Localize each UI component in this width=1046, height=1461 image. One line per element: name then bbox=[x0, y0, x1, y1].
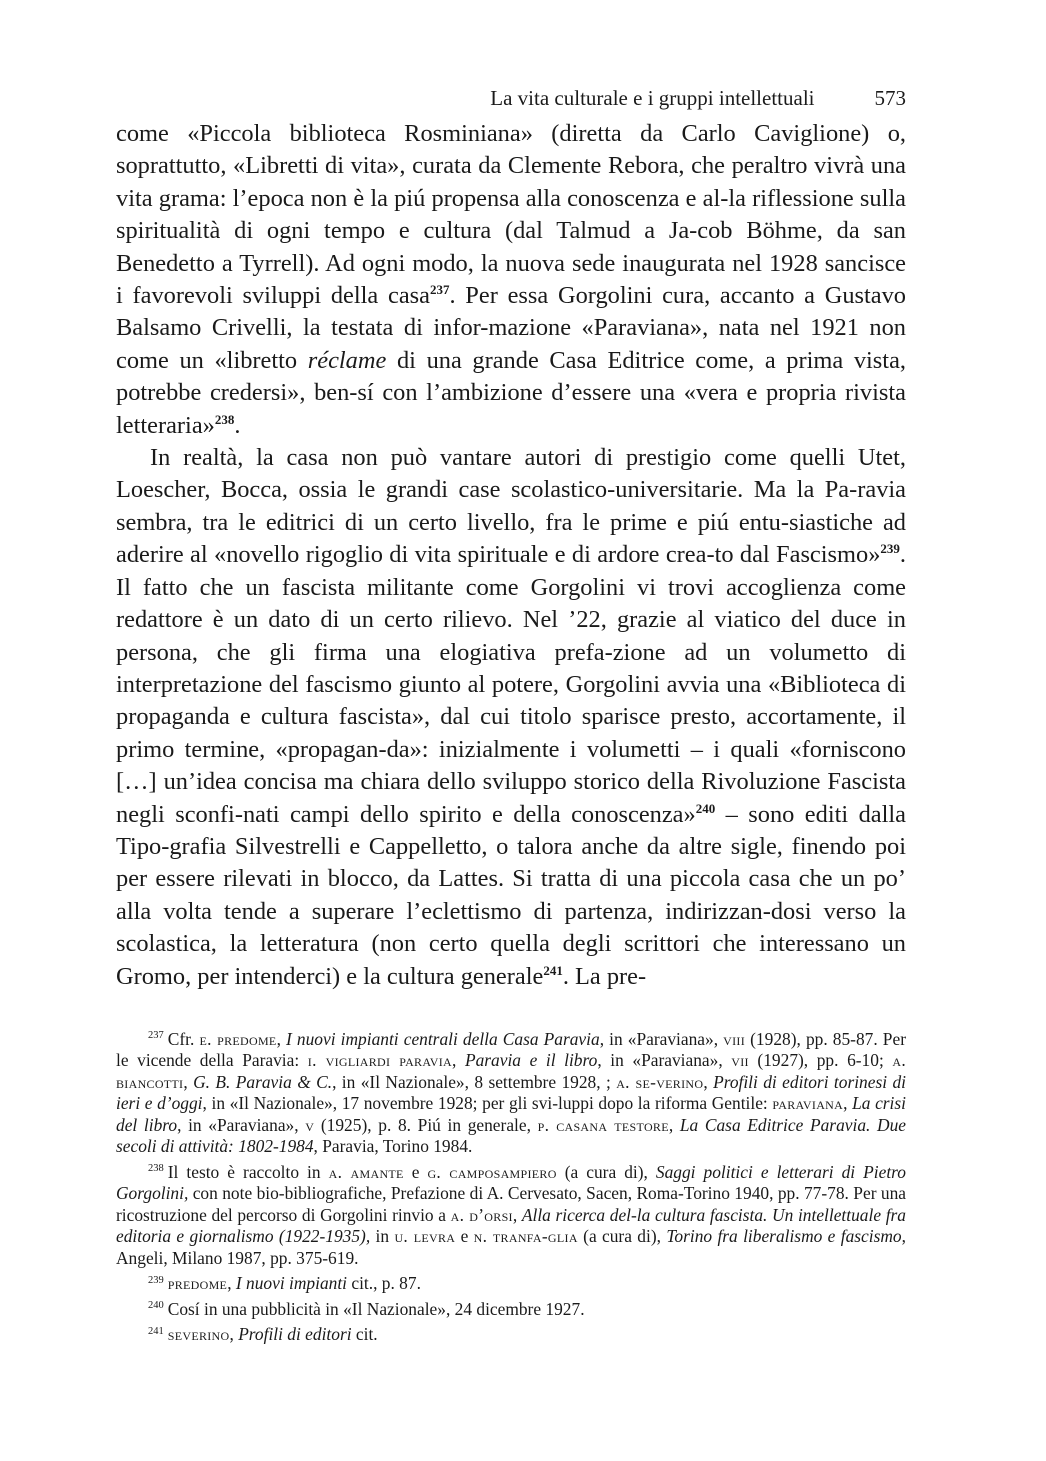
author-name: a. se-verino bbox=[616, 1071, 704, 1092]
work-title: G. B. Paravia & C. bbox=[193, 1071, 333, 1092]
text-run: Cfr. bbox=[167, 1028, 200, 1049]
footnote-number: 237 bbox=[148, 1030, 164, 1042]
text-run: (1927), pp. 6-10; bbox=[748, 1050, 893, 1071]
work-title: Paravia e il libro bbox=[464, 1050, 598, 1071]
text-run: , bbox=[229, 1324, 239, 1345]
author-name: paraviana bbox=[772, 1093, 844, 1114]
footnotes bbox=[116, 1029, 906, 1346]
text-run: (1925), p. 8. Piú in generale, bbox=[314, 1114, 538, 1135]
text-run: Il testo è raccolto in bbox=[167, 1161, 329, 1182]
footnote-ref-240[interactable]: 240 bbox=[695, 800, 716, 816]
text-run: , bbox=[183, 1071, 194, 1092]
work-title: Saggi politici e letterari di Pietro Gorgolini, bbox=[116, 1161, 906, 1204]
footnote-number: 238 bbox=[148, 1163, 164, 1175]
text-run: , in «Il Nazionale», 17 novembre 1928; per gli svi-luppi dopo la riforma Gentile: bbox=[202, 1093, 773, 1114]
text-run: cit., p. 87. bbox=[347, 1273, 421, 1294]
text-run: In realtà, la casa non può vantare autori di prestigio come quelli Utet, Loescher, Bocca, ossia le grandi case scolastico-universitarie. Ma la Pa-ravia sembra, tra le editrici di un certo livello, fra le prime e piú entu-siastiche ad aderire al «novello rigoglio di vita spirituale e di ardore crea-to dal Fascismo» bbox=[116, 444, 906, 569]
author-name: n. tranfa-glia bbox=[473, 1226, 578, 1247]
paragraph-1 bbox=[116, 118, 906, 442]
paragraph-2 bbox=[116, 442, 906, 993]
work-title: Torino fra liberalismo e fascismo bbox=[666, 1226, 902, 1247]
text-run: in bbox=[370, 1226, 395, 1247]
author-name: g. camposampiero bbox=[427, 1161, 557, 1182]
page-number: 573 bbox=[874, 86, 906, 110]
author-name: a. d’orsi bbox=[450, 1204, 513, 1225]
running-title: La vita culturale e i gruppi intellettuali bbox=[490, 86, 815, 110]
text-run: . Per essa Gorgolini cura, accanto a Gustavo Balsamo Crivelli, la testata di infor-mazione «Paraviana», nata nel 1921 non come un «libretto bbox=[116, 282, 906, 374]
text-run: , in «Paraviana», bbox=[177, 1114, 306, 1135]
text-run: . bbox=[234, 411, 241, 439]
footnote-number: 239 bbox=[148, 1274, 164, 1286]
text-run: (1928), pp. 85-87. Per le vicende della Paravia: bbox=[116, 1028, 906, 1071]
text-run: – sono editi dalla Tipo-grafia Silvestrelli e Cappelletto, o talora anche da altre sigle, finendo poi per essere rilevati in blocco, da Lattes. Si tratta di una piccola casa che un po’ alla volta tende a superare l’eclettismo di partenza, indirizzan-dosi verso la scolastica, la letteratura (non certo quella degli scrittori che interessano un Gromo, per intenderci) e la cultura generale bbox=[116, 800, 906, 990]
text-run: , bbox=[843, 1093, 853, 1114]
footnote-ref-239[interactable]: 239 bbox=[880, 541, 900, 557]
text-run: . Il fatto che un fascista militante come Gorgolini vi trovi accoglienza come redattore è un dato di un certo rilievo. Nel ’22, grazie al viatico del duce in persona, che gli firma una elogiativa prefa-zione ad un volumetto di interpretazione del fascismo giunto al potere, Gorgolini avvia una «Biblioteca di propaganda e cultura fascista», dal cui titolo sparisce presto, accortamente, il primo termine, «propagan-da»: inizialmente i volumetti – i quali «forniscono […] un’idea concisa ma chiara dello sviluppo storico della Rivoluzione Fascista negli sconfi-nati campi dello spirito e della conoscenza» bbox=[116, 541, 906, 828]
footnote-number: 241 bbox=[148, 1325, 164, 1337]
work-title: Alla ricerca del-la cultura fascista. Un intellettuale fra editoria e giornalismo (1922-1935), bbox=[116, 1204, 906, 1247]
text-run: come «Piccola biblioteca Rosminiana» (diretta da Carlo Caviglione) o, soprattutto, «Libretti di vita», curata da Clemente Rebora, che peraltro vivrà una vita grama: l’epoca non è la piú propensa alla conoscenza e al-la riflessione sulla spiritualità di ogni tempo e cultura (dal Talmud a Ja-cob Böhme, da san Benedetto a Tyrrell). Ad ogni modo, la nuova sede inaugurata nel 1928 sancisce i favorevoli sviluppi della casa bbox=[116, 120, 906, 310]
italic-term: réclame bbox=[307, 346, 387, 374]
text-run: , bbox=[227, 1273, 236, 1294]
footnote-number: 240 bbox=[148, 1300, 164, 1312]
text-run: , bbox=[703, 1071, 714, 1092]
author-name: i. vigliardi paravia bbox=[307, 1050, 452, 1071]
footnote-239 bbox=[116, 1273, 906, 1295]
footnote-238 bbox=[116, 1162, 906, 1270]
footnote-ref-241[interactable]: 241 bbox=[543, 962, 563, 978]
text-run: Cosí in una pubblicità in «Il Nazionale», 24 dicembre 1927. bbox=[167, 1298, 585, 1319]
footnote-241 bbox=[116, 1324, 906, 1346]
text-run: (a cura di), bbox=[556, 1161, 656, 1182]
text-run: . La pre- bbox=[562, 962, 647, 990]
text-run: cit. bbox=[351, 1324, 378, 1345]
footnote-ref-237[interactable]: 237 bbox=[429, 281, 450, 297]
text-run: (a cura di), bbox=[577, 1226, 667, 1247]
footnote-240 bbox=[116, 1299, 906, 1321]
author-name: predome bbox=[167, 1273, 228, 1294]
volume-number: v bbox=[305, 1114, 315, 1135]
author-name: e. predome bbox=[199, 1028, 277, 1049]
volume-number: vii bbox=[731, 1050, 749, 1071]
text-run: , Angeli, Milano 1987, pp. 375-619. bbox=[116, 1226, 906, 1268]
author-name: a. biancotti bbox=[116, 1050, 906, 1092]
text-run: , Paravia, Torino 1984. bbox=[313, 1136, 473, 1157]
work-title: Profili di editori bbox=[238, 1324, 352, 1345]
author-name: p. casana testore bbox=[537, 1114, 669, 1135]
work-title: I nuovi impianti centrali della Casa Paravia bbox=[286, 1028, 600, 1049]
text-run: con note bio-bibliografiche, Prefazione di A. Cervesato, Sacen, Roma-Torino 1940, pp. 77-78. Per una ricostruzione del percorso di Gorgolini rinvio a bbox=[116, 1183, 906, 1225]
author-name: u. levra bbox=[394, 1226, 456, 1247]
running-head bbox=[116, 78, 906, 118]
text-run: , bbox=[452, 1050, 465, 1071]
footnote-237 bbox=[116, 1029, 906, 1158]
text-run: , bbox=[668, 1114, 680, 1135]
text-run: , bbox=[276, 1028, 287, 1049]
work-title: La Casa Editrice Paravia. Due secoli di attività: 1802-1984 bbox=[116, 1114, 906, 1157]
text-run: , bbox=[512, 1204, 522, 1225]
text-run: e bbox=[455, 1226, 474, 1247]
work-title: I nuovi impianti bbox=[235, 1273, 348, 1294]
work-title: Profili di editori torinesi di ieri e d’oggi bbox=[116, 1071, 906, 1114]
text-run: e bbox=[403, 1161, 428, 1182]
author-name: severino bbox=[167, 1324, 230, 1345]
body-text bbox=[116, 118, 906, 993]
volume-number: viii bbox=[723, 1028, 746, 1049]
text-run: , in «Il Nazionale», 8 settembre 1928, ; bbox=[332, 1071, 617, 1092]
work-title: La crisi del libro bbox=[116, 1093, 906, 1135]
text-run: di una grande Casa Editrice come, a prima vista, potrebbe credersi», ben-sí con l’ambizione d’essere una «vera e propria rivista letteraria» bbox=[116, 346, 906, 439]
footnote-ref-238[interactable]: 238 bbox=[214, 411, 235, 427]
author-name: a. amante bbox=[328, 1161, 404, 1182]
text-run: , in «Paraviana», bbox=[599, 1028, 724, 1049]
text-run: , in «Paraviana», bbox=[597, 1050, 732, 1071]
book-page bbox=[116, 78, 906, 1350]
